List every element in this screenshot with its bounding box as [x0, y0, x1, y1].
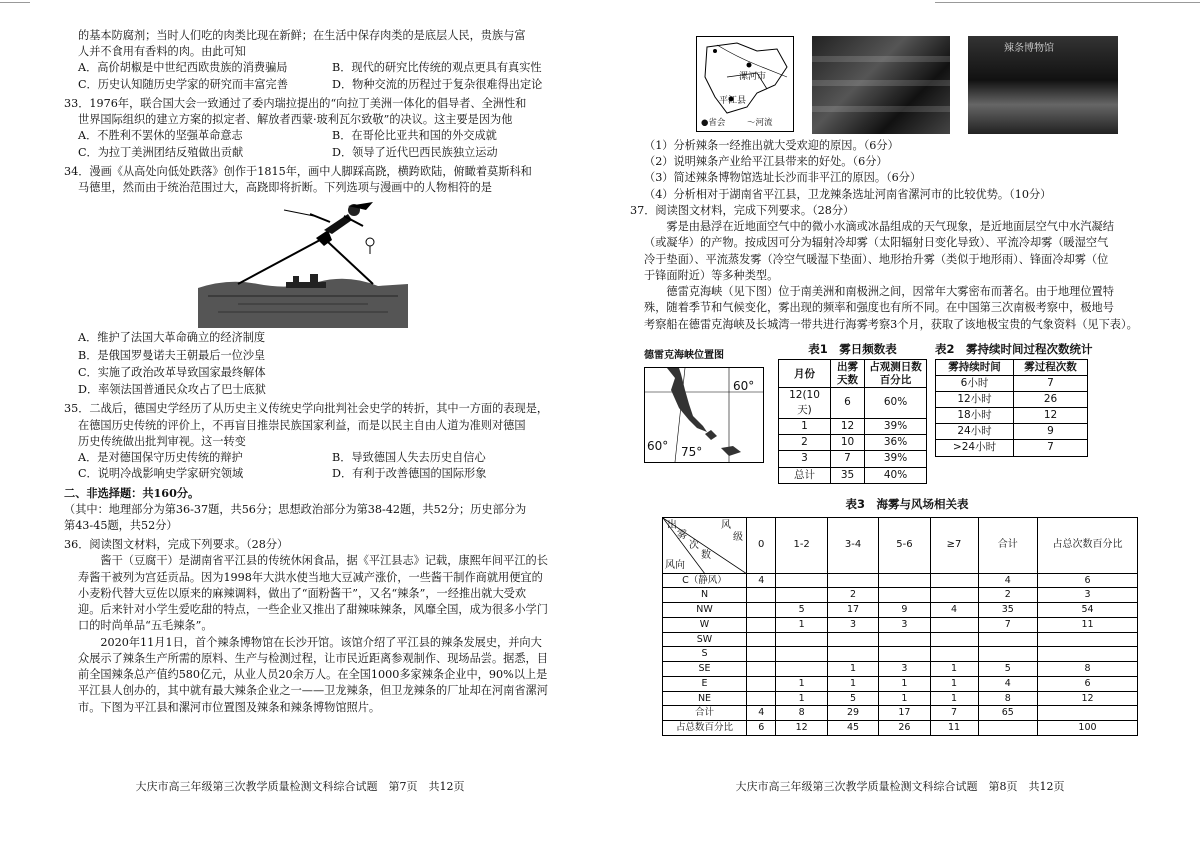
corner-chu: 出: [667, 519, 677, 531]
corner-wu: 雾: [677, 529, 687, 541]
map-legend-river: ～河流: [747, 118, 773, 128]
table3-cell: [978, 721, 1038, 736]
table3-cell: S: [663, 647, 747, 662]
q34-stem-line-2: 马德里，然而由于统治范围过大，高跷即将折断。下列选项与漫画中的人物相符的是: [78, 181, 492, 195]
table3-cell: 29: [827, 706, 878, 721]
table3-cell: [776, 573, 827, 588]
table3-row: [663, 691, 1138, 706]
table2-cell: 7: [1014, 440, 1088, 456]
table1-row: [779, 435, 927, 451]
table3-cell: [776, 632, 827, 647]
q33-stem-line-2: 世界国际组织的建立方案的拟定者、解放者西蒙·玻利瓦尔致敬”的决议。这主要是因为他: [78, 113, 513, 127]
table3-cell: [747, 662, 776, 677]
table3-cell: [930, 617, 978, 632]
table2-header: 雾持续时间: [936, 360, 1014, 375]
table1-cell: 总计: [779, 467, 831, 483]
q33-option-c[interactable]: C．为拉丁美洲团结反殖做出贡献: [78, 145, 244, 159]
table1-cell: 40%: [865, 467, 927, 483]
q35-option-c[interactable]: C．说明冷战影响史学家研究领域: [78, 467, 244, 481]
q35-option-d[interactable]: D．有利于改善德国的国际形象: [332, 467, 487, 481]
corner-feng: 风: [721, 519, 731, 531]
q36-para2-line-1: 2020年11月1日，首个辣条博物馆在长沙开馆。该馆介绍了平江县的辣条发展史，并向大: [100, 635, 542, 649]
corner-fengxiang: 风向: [665, 559, 685, 571]
table3-cell: [747, 691, 776, 706]
map-label-pingjiang: 平江县: [719, 96, 747, 106]
table2-cell: 26: [1014, 391, 1088, 407]
q34-option-a[interactable]: A．维护了法国大革命确立的经济制度: [78, 331, 266, 345]
table1-cell: 7: [831, 451, 865, 467]
table3-cell: [930, 588, 978, 603]
q33-option-b[interactable]: B．在哥伦比亚共和国的外交成就: [332, 129, 497, 143]
table3-caption: 表3 海雾与风场相关表: [845, 496, 969, 511]
museum-photo: [968, 36, 1118, 134]
table3-cell: 1: [776, 691, 827, 706]
q36-para1-line-5: 口的时尚单品“五毛辣条”。: [78, 619, 213, 633]
table3-cell: [1038, 706, 1138, 721]
table1: [778, 359, 927, 483]
table3-cell: SE: [663, 662, 747, 677]
table2-cell: 12小时: [936, 391, 1014, 407]
table3-cell: SW: [663, 632, 747, 647]
table3-row: [663, 588, 1138, 603]
strait-lat-60: 60°: [733, 379, 755, 394]
q37-para1-line-3: 冷于垫面）、平流蒸发雾（冷空气暖湿下垫面）、地形抬升雾（类似于地形雨）、锋面冷却雾（位: [644, 252, 1109, 266]
table3-cell: 4: [978, 573, 1038, 588]
q36-para2-line-5: 市。下图为平江县和漯河市位置图及辣条和辣条博物馆照片。: [78, 700, 381, 714]
table2-row: [936, 391, 1088, 407]
table1-row: [779, 387, 927, 418]
table3-cell: 3: [827, 617, 878, 632]
q36-para2-line-2: 众展示了辣条生产所需的原料、生产与检测过程，让市民近距离参观制作、现场品尝。据悉，目: [78, 651, 548, 665]
q35-stem-line-1: 35．二战后，德国史学经历了从历史主义传统史学向批判社会史学的转折，其中一方面的表现是，: [64, 402, 549, 416]
table3-cell: [978, 632, 1038, 647]
table2-cell: 9: [1014, 424, 1088, 440]
strait-lon-60: 60°: [647, 439, 669, 454]
table3-cell: 4: [747, 706, 776, 721]
table1-row: [779, 467, 927, 483]
corner-shu: 数: [701, 549, 711, 561]
table3-cell: 6: [1038, 676, 1138, 691]
table1-block: [778, 341, 927, 484]
table3-cell: [776, 588, 827, 603]
table3-cell: 26: [879, 721, 930, 736]
table3-cell: [1038, 632, 1138, 647]
table3-cell: 8: [978, 691, 1038, 706]
table1-header: 出雾天数: [831, 360, 865, 387]
table3-row: [663, 573, 1138, 588]
table3-header: 0: [747, 517, 776, 573]
table3-cell: 45: [827, 721, 878, 736]
map-label-luohe: 漯河市: [739, 72, 767, 82]
q36-para1-line-1: 酱干（豆腐干）是湖南省平江县的传统休闲食品，据《平江县志》记载，康熙年间平江的长: [100, 554, 548, 568]
strait-map: [644, 367, 764, 463]
table3-row: [663, 721, 1138, 736]
table3-cell: 4: [930, 603, 978, 618]
table2-header: 雾过程次数: [1014, 360, 1088, 375]
table1-header: 月份: [779, 360, 831, 387]
table3-cell: [776, 662, 827, 677]
table1-cell: 39%: [865, 419, 927, 435]
table3-cell: 1: [879, 676, 930, 691]
table3-header: 占总次数百分比: [1038, 517, 1138, 573]
table1-cell: 3: [779, 451, 831, 467]
table1-cell: 10: [831, 435, 865, 451]
q37-para1-line-2: （或凝华）的产物。按成因可分为辐射冷却雾（太阳辐射日变化导致）、平流冷却雾（暖湿空气: [644, 236, 1109, 250]
table3-cell: 12: [776, 721, 827, 736]
table3-cell: 17: [827, 603, 878, 618]
table3-cell: 11: [1038, 617, 1138, 632]
q35-stem-line-3: 历史传统做出批判审视。这一转变: [78, 434, 246, 448]
table3-cell: 5: [776, 603, 827, 618]
q36-question-3: （3）简述辣条博物馆选址长沙而非平江的原因。（6分）: [644, 171, 922, 185]
table3-row: [663, 706, 1138, 721]
q34-option-d[interactable]: D．率领法国普通民众攻占了巴士底狱: [78, 383, 266, 397]
table3-cell: 12: [1038, 691, 1138, 706]
q37-para2-line-3: 考察船在德雷克海峡及长城湾一带共进行海雾考察3个月，获取了该地极宝贵的气象资料（见下表）。: [644, 317, 1138, 331]
table1-cell: 6: [831, 387, 865, 418]
table3-cell: 1: [827, 662, 878, 677]
q36-para1-line-3: 小麦粉代替大豆佐以原来的麻辣调料，做出了“面粉酱干”，又名“辣条”，一经推出就大受欢: [78, 586, 527, 600]
table3-row: [663, 676, 1138, 691]
q33-stem-line-1: 33．1976年，联合国大会一致通过了委内瑞拉提出的“向拉丁美洲一体化的倡导者、全洲性和: [64, 96, 527, 110]
table3-cell: 1: [776, 617, 827, 632]
table1-cell: 12: [831, 419, 865, 435]
table2: [935, 359, 1088, 456]
table3-header: 3-4: [827, 517, 878, 573]
q36-question-2: （2）说明辣条产业给平江县带来的好处。（6分）: [644, 155, 888, 169]
table3-cell: 3: [879, 662, 930, 677]
table3-cell: [747, 588, 776, 603]
table3-header: ≥7: [930, 517, 978, 573]
latiao-photo: [812, 36, 950, 134]
table3-cell: N: [663, 588, 747, 603]
museum-sign: 辣条博物馆: [1004, 43, 1054, 54]
q36-question-4: （4）分析相对于湖南省平江县，卫龙辣条选址河南省漯河市的比较优势。（10分）: [644, 187, 1052, 201]
q33-option-a[interactable]: A．不胜利不罢休的坚强革命意志: [78, 129, 243, 143]
q33-options: [78, 128, 578, 160]
table3-cell: [747, 647, 776, 662]
table3-row: [663, 662, 1138, 677]
section2-note-line-2: 第43-45题，共52分）: [64, 518, 178, 532]
table3-cell: 1: [930, 662, 978, 677]
table3-cell: [978, 647, 1038, 662]
q37-stem: 37．阅读图文材料，完成下列要求。（28分）: [630, 203, 855, 217]
table1-row: [779, 451, 927, 467]
q36-stem: 36．阅读图文材料，完成下列要求。（28分）: [64, 538, 289, 552]
q36-figures: [696, 36, 1170, 134]
table3-cell: [879, 588, 930, 603]
table3-cell: 54: [1038, 603, 1138, 618]
table1-cell: 1: [779, 419, 831, 435]
q35-option-a[interactable]: A．是对德国保守历史传统的辩护: [78, 450, 243, 464]
table3-cell: 35: [978, 603, 1038, 618]
q32-option-a[interactable]: A．高价胡椒是中世纪西欧贵族的消费骗局: [78, 61, 288, 75]
table3-cell: C（静风）: [663, 573, 747, 588]
table2-row: [936, 440, 1088, 456]
table3-cell: 6: [1038, 573, 1138, 588]
table3-cell: 65: [978, 706, 1038, 721]
table3-cell: NW: [663, 603, 747, 618]
q36-para2-line-4: 平江县人创办的，其中就有最大辣条企业之一——卫龙辣条，但卫龙辣条的厂址却在河南省漯河: [78, 684, 548, 698]
table3-cell: 1: [776, 676, 827, 691]
table3-cell: 17: [879, 706, 930, 721]
table2-block: [935, 341, 1093, 457]
table1-header: 占观测日数百分比: [865, 360, 927, 387]
table2-row: [936, 407, 1088, 423]
table3-row: [663, 632, 1138, 647]
table3-cell: [747, 617, 776, 632]
table3-cell: 4: [978, 676, 1038, 691]
strait-map-title: 德雷克海峡位置图: [644, 349, 724, 361]
q37-para1-line-1: 雾是由悬浮在近地面空气中的微小水滴或冰晶组成的天气现象，是近地面层空气中水汽凝结: [666, 220, 1114, 234]
table3-cell: [747, 632, 776, 647]
table3-cell: 8: [776, 706, 827, 721]
q35-option-b[interactable]: B．导致德国人失去历史自信心: [332, 450, 486, 464]
table2-caption: 表2 雾持续时间过程次数统计: [935, 341, 1093, 356]
q32-tail-line-1: 的基本防腐剂；当时人们吃的肉类比现在新鲜；在生活中保存肉类的是底层人民，贵族与富: [78, 29, 526, 42]
strait-map-block: [644, 341, 770, 464]
table1-caption: 表1 雾日频数表: [808, 341, 897, 356]
table3-cell: 5: [978, 662, 1038, 677]
table3-cell: 8: [1038, 662, 1138, 677]
table3-cell: [879, 647, 930, 662]
table3-row: [663, 603, 1138, 618]
table3-cell: 5: [827, 691, 878, 706]
table3-cell: 合计: [663, 706, 747, 721]
table3-cell: [930, 647, 978, 662]
left-footer: 大庆市高三年级第三次教学质量检测文科综合试题 第7页 共12页: [135, 780, 465, 794]
right-footer: 大庆市高三年级第三次教学质量检测文科综合试题 第8页 共12页: [735, 780, 1065, 794]
table3-cell: 2: [978, 588, 1038, 603]
table3-cell: 2: [827, 588, 878, 603]
corner-ji: 级: [733, 531, 743, 543]
q34-option-c[interactable]: C．实施了政治改革导致国家最终解体: [78, 365, 266, 379]
q37-para2-line-1: 德雷克海峡（见下图）位于南美洲和南极洲之间，因常年大雾密布而著名。由于地理位置特: [666, 285, 1114, 299]
table3-cell: [879, 573, 930, 588]
corner-ci: 次: [689, 539, 699, 551]
table3-cell: 1: [930, 691, 978, 706]
section2-note-line-1: （其中：地理部分为第36-37题，共56分；思想政治部分为第38-42题，共52分；历史部分为: [64, 502, 527, 516]
table3-cell: 7: [930, 706, 978, 721]
table2-cell: 24小时: [936, 424, 1014, 440]
map-legend-capital: ●省会: [701, 118, 726, 128]
table3-header: 5-6: [879, 517, 930, 573]
table3-cell: [827, 647, 878, 662]
table3-cell: [930, 573, 978, 588]
table3-row: [663, 647, 1138, 662]
table3-cell: [827, 573, 878, 588]
table3-cell: 11: [930, 721, 978, 736]
location-map: [696, 36, 794, 132]
table3-cell: 3: [879, 617, 930, 632]
table3-row: [663, 617, 1138, 632]
q32-option-c[interactable]: C．历史认知随历史学家的研究而丰富完善: [78, 77, 288, 91]
q34-options: [78, 330, 578, 398]
table1-cell: 36%: [865, 435, 927, 451]
q33-option-d[interactable]: D．领导了近代巴西民族独立运动: [332, 145, 498, 159]
table3-cell: 占总数百分比: [663, 721, 747, 736]
table1-cell: 2: [779, 435, 831, 451]
table2-cell: 7: [1014, 375, 1088, 391]
table1-cell: 39%: [865, 451, 927, 467]
q32-tail-line-2: 人并不食用有香料的肉。由此可知: [78, 45, 246, 59]
table3-header: 1-2: [776, 517, 827, 573]
q37-para1-line-4: 于锋面附近）等多种类型。: [644, 268, 779, 282]
stilt-cartoon-image: [198, 200, 408, 328]
q35-stem-line-2: 在德国历史传统的评价上，不再盲目推崇民族国家利益，而是以民主自由人道为准则对德国: [78, 418, 526, 432]
table2-cell: 12: [1014, 407, 1088, 423]
table3-cell: W: [663, 617, 747, 632]
table2-row: [936, 375, 1088, 391]
table1-cell: 12(10天): [779, 387, 831, 418]
table3-cell: 1: [930, 676, 978, 691]
table3-cell: [1038, 647, 1138, 662]
table2-cell: 6小时: [936, 375, 1014, 391]
q34-stem-line-1: 34．漫画《从高处向低处跌落》创作于1815年，画中人脚踩高跷，横跨欧陆，俯瞰着莫斯科和: [64, 164, 532, 178]
table3-cell: [827, 632, 878, 647]
table3-cell: [930, 632, 978, 647]
table3-cell: 1: [879, 691, 930, 706]
table3-cell: 1: [827, 676, 878, 691]
table3-cell: 4: [747, 573, 776, 588]
q32-option-d[interactable]: D．物种交流的历程过于复杂很难得出定论: [332, 77, 543, 91]
table3-cell: 3: [1038, 588, 1138, 603]
right-page: [600, 0, 1200, 849]
table3-cell: 9: [879, 603, 930, 618]
table2-row: [936, 424, 1088, 440]
table1-cell: 60%: [865, 387, 927, 418]
q35-options: [78, 450, 578, 482]
table3-cell: 7: [978, 617, 1038, 632]
q34-option-b[interactable]: B．是俄国罗曼诺夫王朝最后一位沙皇: [78, 348, 266, 362]
table3-cell: [747, 603, 776, 618]
q36-para2-line-3: 前全国辣条总产值约580亿元，从业人员20余万人。在全国1000多家辣条企业中，90%以上是: [78, 668, 548, 682]
q36-para1-line-2: 寿酱干被列为宫廷贡品。因为1998年大洪水使当地大豆减产涨价，一些酱干制作商就用便宜的: [78, 570, 543, 584]
table3-cell: [776, 647, 827, 662]
q37-para2-line-2: 殊，随着季节和气候变化，雾出现的频率和强度也有所不同。在中国第三次南极考察中，极地号: [644, 301, 1114, 315]
table3-cell: NE: [663, 691, 747, 706]
table3-cell: 6: [747, 721, 776, 736]
q36-para1-line-4: 迎。后来针对小学生爱吃甜的特点，一些企业又推出了甜辣味辣条，风靡全国，成为很多小学门: [78, 603, 548, 617]
q36-question-1: （1）分析辣条一经推出就大受欢迎的原因。（6分）: [644, 139, 899, 152]
table3: [662, 517, 1138, 736]
table2-cell: >24小时: [936, 440, 1014, 456]
table3-cell: [879, 632, 930, 647]
fog-tables-row: [644, 341, 1170, 484]
table3-corner-cell: [663, 517, 747, 573]
table2-cell: 18小时: [936, 407, 1014, 423]
table1-row: [779, 419, 927, 435]
table1-cell: 35: [831, 467, 865, 483]
table3-cell: 100: [1038, 721, 1138, 736]
table3-cell: E: [663, 676, 747, 691]
section2-title: 二、非选择题：共160分。: [64, 486, 200, 501]
table3-header: 合计: [978, 517, 1038, 573]
q32-options: [78, 60, 578, 92]
q32-option-b[interactable]: B．现代的研究比传统的观点更具有真实性: [332, 61, 542, 75]
table3-cell: [747, 676, 776, 691]
strait-lon-75: 75°: [681, 445, 703, 460]
